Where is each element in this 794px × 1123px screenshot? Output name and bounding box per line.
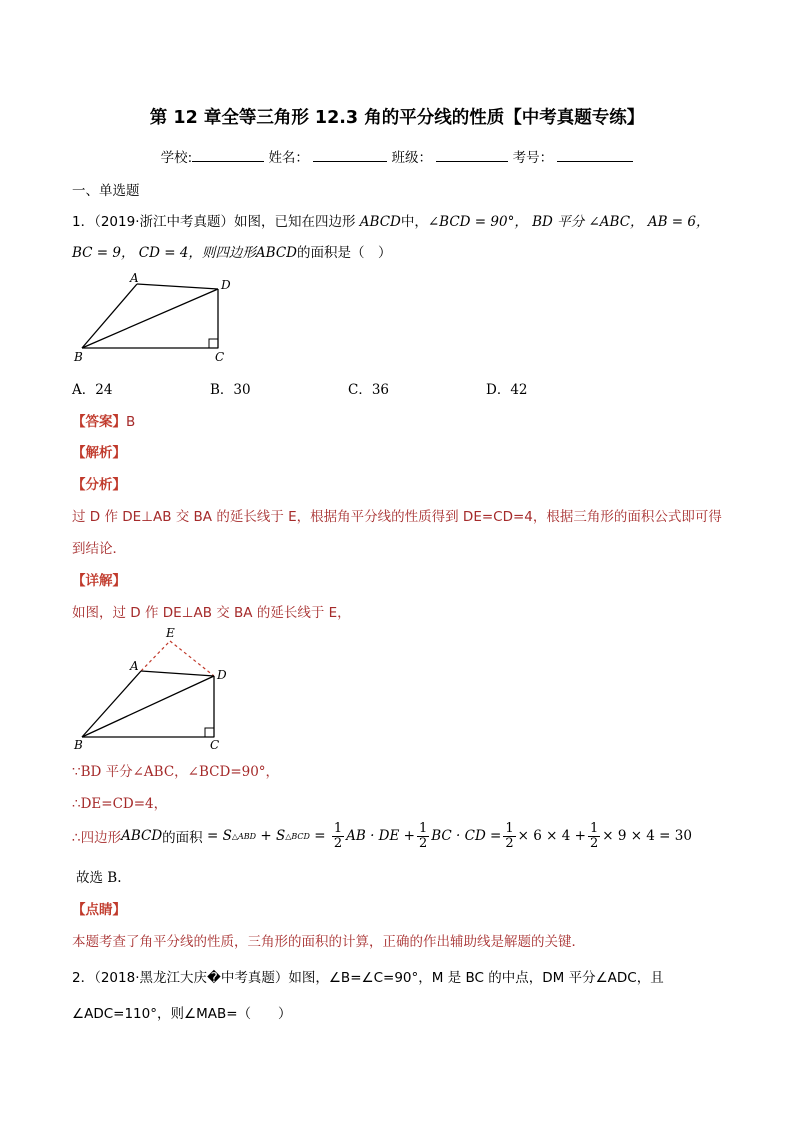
fenxi-line1: 过 D 作 DE⊥AB 交 BA 的延长线于 E，根据角平分线的性质得到 DE=CD=4，根据三角形的面积公式即可得 — [72, 509, 722, 525]
q1-stem-line2 — [72, 241, 392, 261]
q2-stem-line1: 2．（2018·黑龙江大庆�中考真题）如图，∠B=∠C=90°，M 是 BC 的中点，DM 平分∠ADC，且 — [72, 970, 664, 986]
answer-value: B — [126, 414, 136, 430]
area-formula: ∴四边形 ABCD 的面积 = S △ABD + S △BCD = $\frac{1}{2}$ AB · DE + $\frac{1}{2}$ BC · CD = $\frac{1}{2}$ × 6 × 4 + $\frac{1}{2}$ × 9 × 4 = 30 — [72, 820, 692, 851]
dashed-ed — [170, 641, 214, 676]
choose-line: 故选 B. — [76, 870, 122, 886]
q1-bc: BC = 9， — [72, 245, 135, 261]
formula-sub1: △ABD — [231, 831, 257, 841]
comment-tag: 【点睛】 — [72, 902, 126, 918]
edge-ad — [141, 671, 214, 676]
formula-nums1: × 6 × 4 + — [517, 828, 586, 844]
label-e: E — [166, 626, 175, 640]
fenxi-tag: 【分析】 — [72, 477, 126, 493]
label-d: D — [217, 668, 227, 682]
label-d: D — [221, 278, 231, 292]
answer-tag: 【答案】 — [72, 414, 126, 430]
label-c: C — [210, 738, 220, 752]
detail-line1: 如图，过 D 作 DE⊥AB 交 BA 的延长线于 E， — [72, 605, 351, 621]
class-label: 班级： — [391, 150, 433, 166]
comment-line: 本题考查了角平分线的性质，三角形的面积的计算，正确的作出辅助线是解题的关键． — [72, 934, 585, 950]
q1-figure — [70, 268, 240, 368]
q1-cond2: BD 平分 ∠ABC， — [532, 214, 644, 230]
formula-prefix: ∴四边形 — [72, 830, 122, 846]
fraction-half: $\frac{1}{2}$ — [333, 820, 343, 851]
label-b: B — [74, 350, 83, 364]
option-d[interactable]: D．42 — [486, 382, 528, 398]
formula-s1: S — [222, 828, 232, 844]
formula-s2: S — [275, 828, 286, 844]
student-info-fields — [0, 146, 794, 166]
page-title: 第 12 章全等三角形 12.3 角的平分线的性质【中考真题专练】 — [149, 108, 645, 128]
because-line: ∵BD 平分∠ABC，∠BCD=90°， — [72, 764, 280, 780]
analysis-tag: 【解析】 — [72, 445, 126, 461]
therefore-line: ∴DE=CD=4， — [72, 796, 168, 812]
q1-cond1: ∠BCD = 90°， — [427, 214, 528, 230]
q1-prefix: 1．（2019·浙江中考真题）如图，已知在四边形 — [72, 214, 356, 230]
edge-bd — [82, 289, 218, 348]
option-b[interactable]: B．30 — [210, 382, 251, 398]
formula-ab-de: AB · DE + — [346, 828, 415, 844]
right-angle-mark — [209, 339, 218, 348]
edge-ab — [82, 671, 141, 737]
q1-ask: 的面积是（ ） — [297, 245, 392, 261]
name-label: 姓名： — [268, 150, 309, 166]
q1-stem-line1 — [72, 210, 709, 230]
name-blank[interactable] — [313, 147, 387, 162]
q1-mid: 中， — [400, 214, 428, 230]
school-label: 学校: — [160, 150, 193, 166]
fraction-half: $\frac{1}{2}$ — [418, 820, 428, 851]
label-a: A — [130, 659, 139, 673]
q1-solution-figure — [70, 624, 240, 754]
answer-row — [72, 410, 135, 430]
q1-cond3: AB = 6， — [647, 214, 710, 230]
formula-abcd: ABCD — [121, 828, 163, 844]
formula-nums2: × 9 × 4 = 30 — [602, 828, 692, 844]
option-c[interactable]: C．36 — [348, 382, 390, 398]
exam-no-blank[interactable] — [557, 147, 633, 162]
dashed-ae — [141, 641, 170, 671]
section-heading: 一、单选题 — [72, 183, 140, 199]
exam-no-label: 考号： — [512, 150, 554, 166]
label-c: C — [215, 350, 225, 364]
detail-tag: 【详解】 — [72, 573, 126, 589]
edge-bd — [82, 676, 214, 737]
edge-ad — [137, 284, 218, 289]
fraction-half: $\frac{1}{2}$ — [589, 820, 599, 851]
edge-ab — [82, 284, 137, 348]
label-a: A — [130, 271, 139, 285]
label-b: B — [74, 738, 83, 752]
right-angle-mark — [205, 728, 214, 737]
q1-abcd: ABCD — [359, 214, 401, 230]
formula-bc-cd: BC · CD = — [431, 828, 502, 844]
fenxi-line2: 到结论． — [72, 541, 126, 557]
q1-abcd2: ABCD — [255, 245, 297, 261]
option-a[interactable]: A．24 — [72, 382, 113, 398]
class-blank[interactable] — [436, 147, 508, 162]
formula-sub2: △BCD — [285, 831, 310, 841]
formula-area: 的面积 — [162, 830, 203, 846]
q1-cd: CD = 4，则四边形 — [138, 245, 256, 261]
fraction-half: $\frac{1}{2}$ — [505, 820, 514, 851]
school-blank[interactable] — [192, 147, 264, 162]
q2-stem-line2: ∠ADC=110°，则∠MAB=（ ） — [72, 1006, 292, 1022]
